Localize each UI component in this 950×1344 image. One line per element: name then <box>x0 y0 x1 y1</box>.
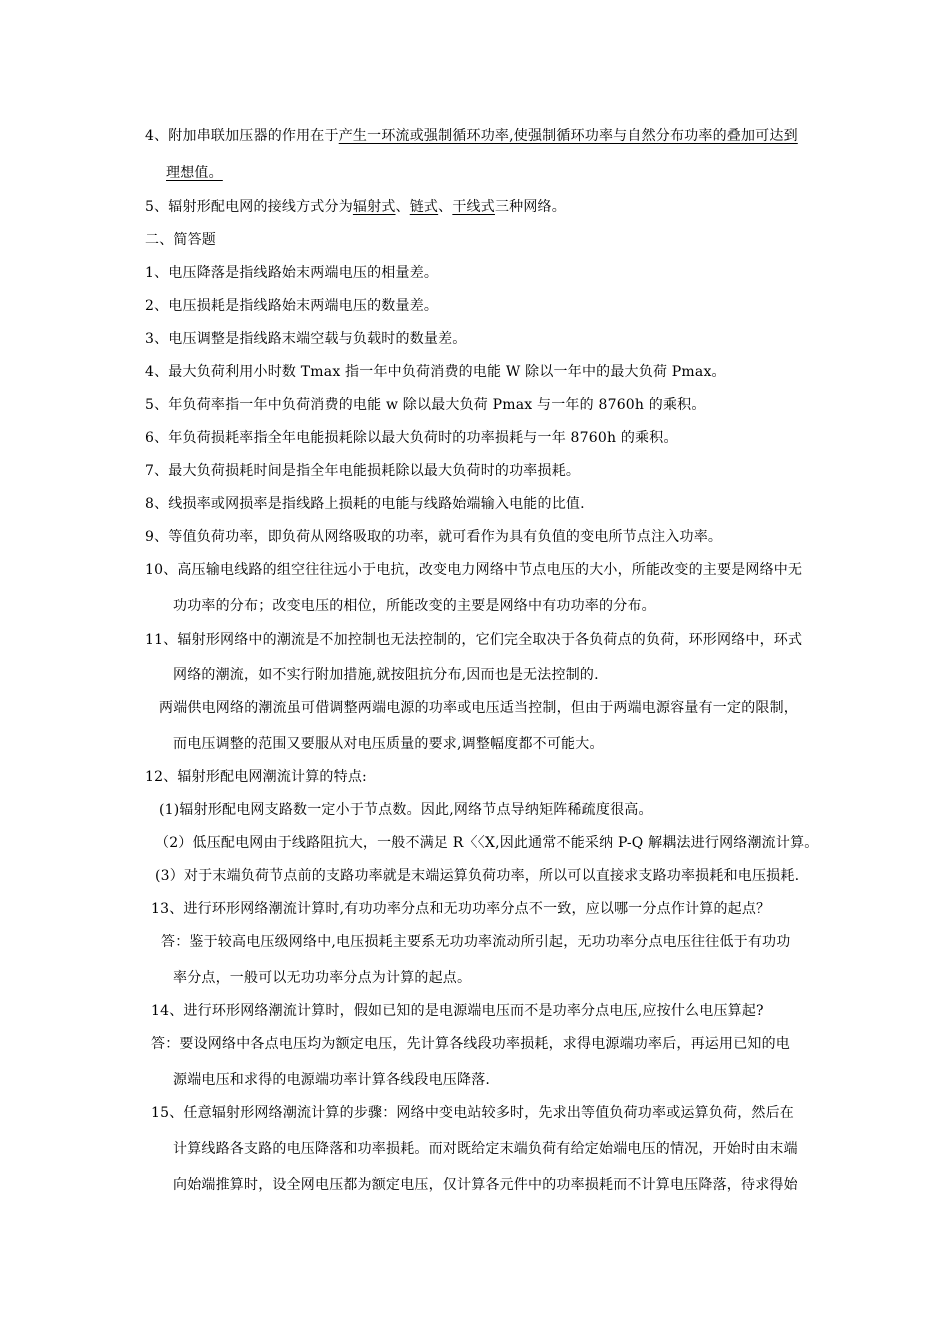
qa-item-7: 7、最大负荷损耗时间是指全年电能损耗除以最大负荷时的功率损耗。 <box>145 463 581 479</box>
qa-item-13: 13、进行环形网络潮流计算时,有功功率分点和无功功率分点不一致，应以哪一分点作计算的起点？ <box>151 901 771 917</box>
fill-blank-item-4 <box>145 126 798 146</box>
qa-item-13-answer-line1: 答：鉴于较高电压级网络中,电压损耗主要系无功功率流动所引起，无功功率分点电压往往低于有功功 <box>161 934 791 950</box>
qa-item-12-point3: (3）对于末端负荷节点前的支路功率就是末端运算负荷功率，所以可以直接求支路功率损耗和电压损耗. <box>155 868 800 884</box>
qa-item-2: 2、电压损耗是指线路始末两端电压的数量差。 <box>145 298 439 314</box>
item5-sep1: 、 <box>395 199 410 215</box>
item4-prefix: 4、附加串联加压器的作用在于 <box>145 128 339 144</box>
qa-item-1: 1、电压降落是指线路始末两端电压的相量差。 <box>145 265 439 281</box>
item5-suffix: 三种网络。 <box>494 199 566 215</box>
qa-item-14: 14、进行环形网络潮流计算时，假如已知的是电源端电压而不是功率分点电压,应按什么电压算起? <box>151 1003 764 1019</box>
item5-blank3: 干线式 <box>452 199 495 215</box>
qa-item-11-line1: 11、辐射形网络中的潮流是不加控制也无法控制的，它们完全取决于各负荷点的负荷，环形网络中，环式 <box>145 632 803 648</box>
qa-item-11-line2: 网络的潮流，如不实行附加措施,就按阻抗分布,因而也是无法控制的. <box>173 667 599 683</box>
item5-sep2: 、 <box>438 199 453 215</box>
item4-answer-line2: 理想值。 <box>166 165 223 181</box>
qa-item-10-line1: 10、高压输电线路的组空往往远小于电抗，改变电力网络中节点电压的大小，所能改变的主要是网络中无 <box>145 562 803 578</box>
item5-blank2: 链式 <box>409 199 439 215</box>
qa-item-6: 6、年负荷损耗率指全年电能损耗除以最大负荷时的功率损耗与一年 8760h 的乘积。 <box>145 430 678 446</box>
qa-item-13-answer-line2: 率分点，一般可以无功功率分点为计算的起点。 <box>173 970 472 986</box>
qa-item-15-line2: 计算线路各支路的电压降落和功率损耗。而对既给定末端负荷有给定始端电压的情况，开始时由末端 <box>173 1141 798 1157</box>
item5-prefix: 5、辐射形配电网的接线方式分为 <box>145 199 353 215</box>
qa-item-8: 8、线损率或网损率是指线路上损耗的电能与线路始端输入电能的比值. <box>145 496 585 512</box>
qa-item-11-line4: 而电压调整的范围又要服从对电压质量的要求,调整幅度都不可能大。 <box>173 736 604 752</box>
qa-item-12-point2: （2）低压配电网由于线路阻抗大，一般不满足 R〈〈X,因此通常不能采纳 P-Q 解耦法进行网络潮流计算。 <box>155 835 819 851</box>
qa-item-3: 3、电压调整是指线路末端空载与负载时的数量差。 <box>145 331 467 347</box>
qa-item-15-line1: 15、任意辐射形网络潮流计算的步骤：网络中变电站较多时，先求出等值负荷功率或运算负荷，然后在 <box>151 1105 795 1121</box>
item4-answer-line1: 产生一环流或强制循环功率,使强制循环功率与自然分布功率的叠加可达到 <box>338 128 798 144</box>
fill-blank-item-5 <box>145 197 566 217</box>
qa-item-10-line2: 功功率的分布；改变电压的相位，所能改变的主要是网络中有功功率的分布。 <box>173 598 656 614</box>
fill-blank-item-4-cont <box>166 163 223 183</box>
section-heading: 二、简答题 <box>145 232 216 248</box>
qa-item-14-answer-line1: 答：要设网络中各点电压均为额定电压，先计算各线段功率损耗，求得电源端功率后，再运用已知的电 <box>151 1036 790 1052</box>
qa-item-9: 9、等值负荷功率，即负荷从网络吸取的功率，就可看作为具有负值的变电所节点注入功率。 <box>145 529 723 545</box>
qa-item-11-line3: 两端供电网络的潮流虽可借调整两端电源的功率或电压适当控制，但由于两端电源容量有一定的限制， <box>159 700 798 716</box>
qa-item-15-line3: 向始端推算时，设全网电压都为额定电压，仅计算各元件中的功率损耗而不计算电压降落，待求得始 <box>173 1177 798 1193</box>
qa-item-4: 4、最大负荷利用小时数 Tmax 指一年中负荷消费的电能 W 除以一年中的最大负荷 Pmax。 <box>145 364 726 380</box>
qa-item-12-point1: (1)辐射形配电网支路数一定小于节点数。因此,网络节点导纳矩阵稀疏度很高。 <box>159 802 653 818</box>
item5-blank1: 辐射式 <box>352 199 396 215</box>
qa-item-12: 12、辐射形配电网潮流计算的特点: <box>145 769 367 785</box>
qa-item-14-answer-line2: 源端电压和求得的电源端功率计算各线段电压降落. <box>173 1072 491 1088</box>
qa-item-5: 5、年负荷率指一年中负荷消费的电能 w 除以最大负荷 Pmax 与一年的 8760h 的乘积。 <box>145 397 706 413</box>
